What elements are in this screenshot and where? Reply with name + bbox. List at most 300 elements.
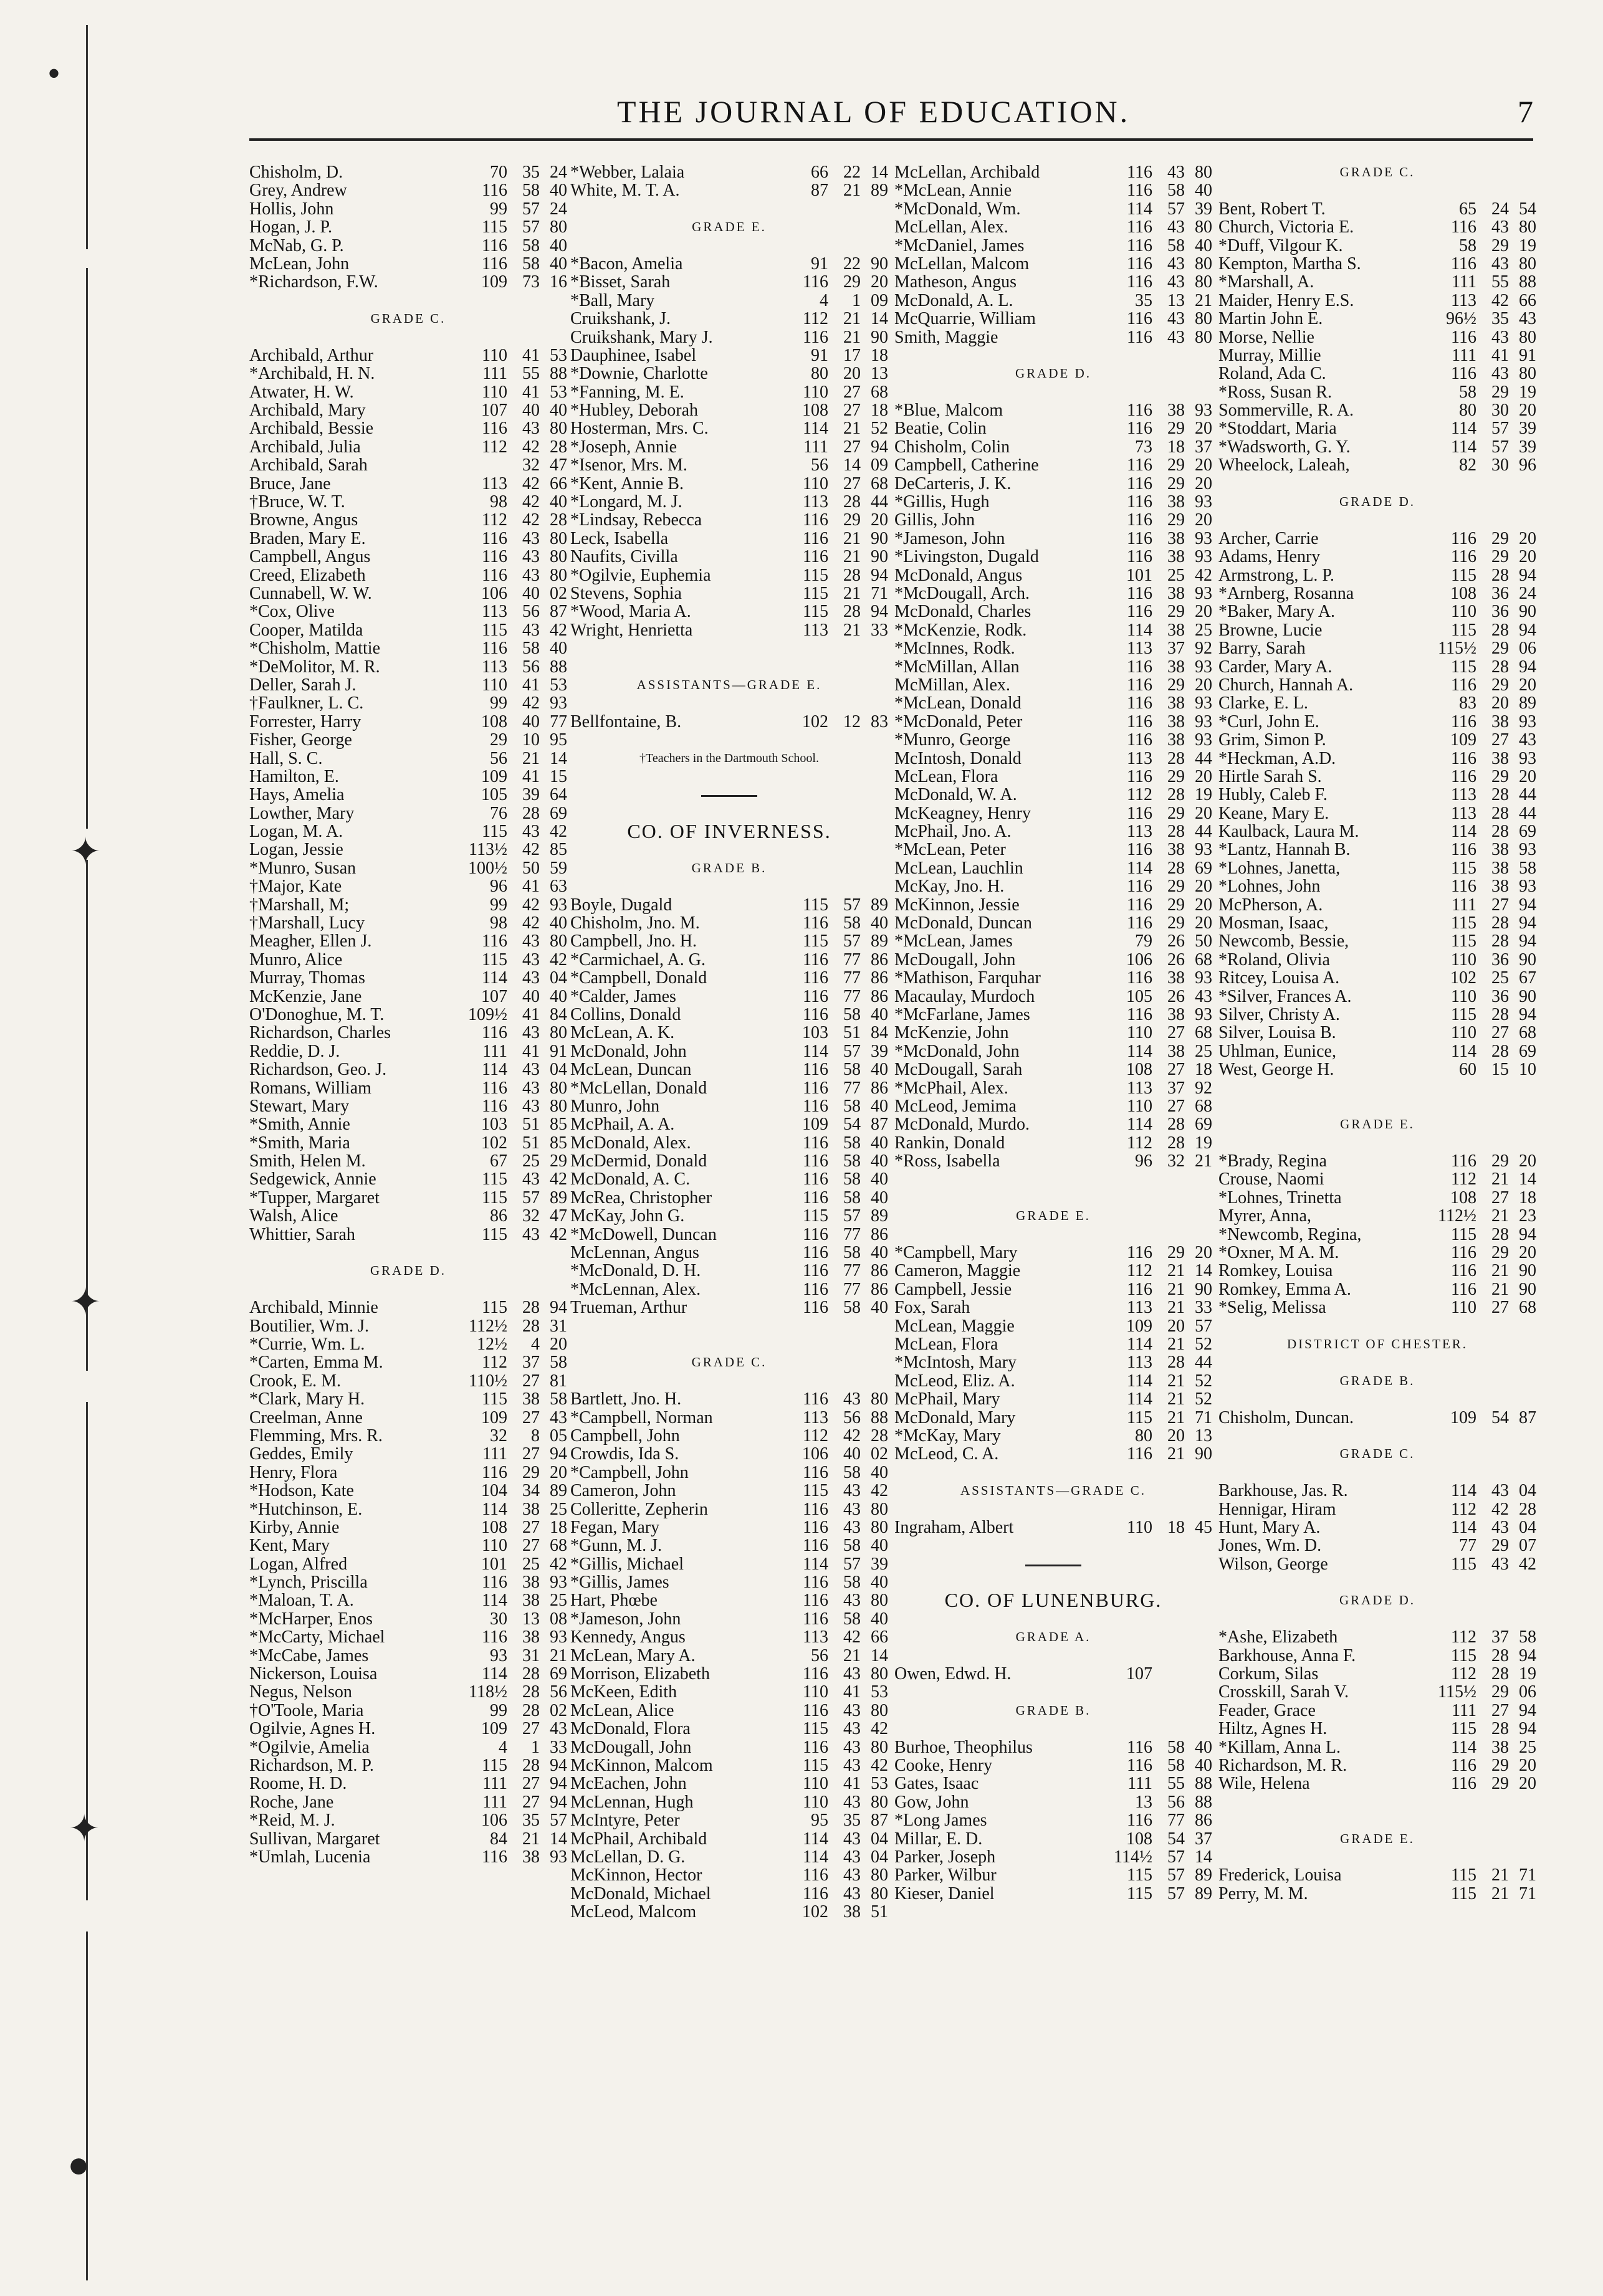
- days-taught: 106: [481, 1811, 507, 1830]
- teacher-row: [249, 932, 567, 950]
- days-taught: 111: [1452, 1701, 1476, 1720]
- grant-dollars: 28: [522, 1683, 540, 1702]
- teacher-name: Myrer, Anna,: [1218, 1207, 1311, 1226]
- days-taught: 112: [803, 310, 828, 328]
- days-taught: 111: [482, 1445, 507, 1464]
- grant-cents: 20: [1195, 511, 1212, 530]
- days-taught: 113: [1451, 804, 1476, 823]
- teacher-name: Bruce, Jane: [249, 474, 331, 493]
- teacher-name: McDonald, A. C.: [570, 1170, 691, 1189]
- grade-heading: GRADE E.: [1016, 1208, 1091, 1224]
- grant-cents: 96: [1519, 456, 1536, 475]
- grant-dollars: 57: [1167, 1847, 1185, 1867]
- teacher-name: Munro, John: [570, 1097, 660, 1116]
- teacher-name: Lowther, Mary: [249, 804, 355, 823]
- grant-dollars: 38: [1167, 1005, 1185, 1024]
- grant-dollars: 1: [531, 1738, 540, 1756]
- teacher-name: *McLean, Annie: [894, 181, 1012, 200]
- grant-cents: 40: [871, 914, 888, 933]
- days-taught: 115: [1451, 621, 1476, 640]
- teacher-row: [249, 1097, 567, 1115]
- grant-cents: 90: [1519, 987, 1536, 1006]
- grant-dollars: 32: [522, 456, 540, 475]
- teacher-name: Archer, Carrie: [1218, 529, 1319, 548]
- grant-cents: 69: [550, 804, 567, 823]
- grant-cents: 87: [871, 1115, 888, 1134]
- teacher-name: *McLean, Donald: [894, 694, 1022, 713]
- grant-dollars: 43: [843, 1665, 861, 1684]
- teacher-name: *Campbell, Norman: [570, 1408, 713, 1427]
- days-taught: 108: [481, 712, 507, 731]
- teacher-row: [1218, 822, 1536, 841]
- teacher-row: [570, 1720, 888, 1738]
- grant-cents: 42: [550, 950, 567, 969]
- grant-dollars: 56: [522, 657, 540, 676]
- spacer: [1218, 1427, 1536, 1445]
- grant-cents: 93: [1195, 401, 1212, 420]
- grant-dollars: 77: [843, 1262, 861, 1280]
- days-taught: 115: [482, 950, 507, 969]
- grade-heading: GRADE C.: [1339, 1446, 1415, 1462]
- grant-cents: 80: [1519, 364, 1536, 383]
- teacher-name: O'Donoghue, M. T.: [249, 1005, 385, 1024]
- teacher-name: Ingraham, Albert: [894, 1518, 1014, 1537]
- teacher-row: [1218, 713, 1536, 731]
- teacher-row: [249, 1226, 567, 1244]
- teacher-name: McMillan, Alex.: [894, 675, 1010, 695]
- spacer: [570, 877, 888, 895]
- grant-dollars: 43: [1491, 218, 1509, 237]
- grant-dollars: 42: [522, 694, 540, 713]
- teacher-name: Archibald, Julia: [249, 437, 361, 457]
- days-taught: 116: [803, 914, 828, 933]
- teacher-name: *Carten, Emma M.: [249, 1353, 383, 1372]
- teacher-name: Murray, Thomas: [249, 969, 365, 988]
- teacher-row: [570, 1573, 888, 1591]
- teacher-row: [249, 1207, 567, 1225]
- teacher-name: *Calder, James: [570, 987, 676, 1006]
- teacher-row: [249, 273, 567, 291]
- teacher-name: McDonald, John: [570, 1042, 687, 1061]
- teacher-name: *McFarlane, James: [894, 1005, 1030, 1024]
- teacher-name: Grey, Andrew: [249, 181, 347, 200]
- days-taught: 73: [1135, 437, 1152, 457]
- grant-dollars: 77: [843, 969, 861, 988]
- teacher-row: [249, 951, 567, 969]
- teacher-name: *Webber, Lalaia: [570, 163, 685, 182]
- grant-dollars: 28: [522, 804, 540, 823]
- grant-dollars: 77: [843, 1280, 861, 1299]
- grant-cents: 43: [1519, 731, 1536, 750]
- teacher-name: *Curl, John E.: [1218, 712, 1319, 731]
- days-taught: 116: [482, 1463, 507, 1482]
- grant-dollars: 13: [522, 1609, 540, 1629]
- teacher-name: Smith, Maggie: [894, 328, 998, 346]
- days-taught: 116: [1127, 1738, 1152, 1756]
- teacher-row: [1218, 530, 1536, 548]
- grant-dollars: 57: [522, 1188, 540, 1208]
- grant-dollars: 58: [1167, 181, 1185, 200]
- days-taught: 112: [482, 1353, 507, 1372]
- spacer: [894, 1610, 1212, 1628]
- teacher-name: McLean, Maggie: [894, 1317, 1015, 1335]
- days-taught: 113: [482, 474, 507, 493]
- grant-cents: 86: [871, 1280, 888, 1299]
- days-taught: 98: [490, 914, 507, 933]
- teacher-name: *Baker, Mary A.: [1218, 603, 1336, 621]
- teacher-name: Boyle, Dugald: [570, 895, 672, 915]
- days-taught: 114: [803, 419, 828, 438]
- teacher-name: Hamilton, E.: [249, 767, 339, 786]
- days-taught: 111: [1452, 895, 1476, 915]
- days-taught: 114½: [1114, 1847, 1152, 1867]
- days-taught: 113: [1451, 786, 1476, 804]
- grant-dollars: 21: [1491, 1866, 1509, 1885]
- teacher-row: [894, 1024, 1212, 1042]
- teacher-name: *Jameson, John: [894, 529, 1005, 548]
- teacher-row: [1218, 1500, 1536, 1518]
- grant-dollars: 28: [522, 1317, 540, 1335]
- days-taught: 116: [803, 328, 828, 346]
- teacher-row: [1218, 1720, 1536, 1738]
- days-taught: 99: [490, 1701, 507, 1720]
- teacher-row: [1218, 951, 1536, 969]
- teacher-row: [570, 475, 888, 493]
- grant-dollars: 43: [522, 529, 540, 548]
- grant-cents: 86: [871, 987, 888, 1006]
- days-taught: 116: [803, 987, 828, 1006]
- teacher-name: Corkum, Silas: [1218, 1665, 1319, 1684]
- teacher-row: [1218, 548, 1536, 566]
- teacher-name: McLean, John: [249, 254, 350, 274]
- grant-cents: 25: [1519, 1738, 1536, 1756]
- teacher-name: McLean, Alice: [570, 1701, 674, 1720]
- grant-dollars: 32: [1167, 1152, 1185, 1171]
- days-taught: 113: [482, 603, 507, 621]
- teacher-row: [570, 364, 888, 383]
- days-taught: 4: [499, 1738, 507, 1756]
- grant-dollars: 38: [522, 1847, 540, 1867]
- grant-cents: 85: [550, 841, 567, 859]
- header-rule: [249, 138, 1533, 141]
- grant-cents: 93: [1195, 548, 1212, 566]
- teacher-name: *Stoddart, Maria: [1218, 419, 1337, 438]
- teacher-row: [570, 1518, 888, 1536]
- grant-dollars: 14: [843, 456, 861, 475]
- teacher-row: [249, 713, 567, 731]
- grant-dollars: 28: [843, 566, 861, 584]
- teacher-name: *Campbell, John: [570, 1463, 689, 1482]
- days-taught: 116: [482, 1097, 507, 1116]
- teacher-name: Crook, E. M.: [249, 1371, 341, 1391]
- grant-cents: 40: [1195, 1756, 1212, 1775]
- days-taught: 102: [802, 1903, 828, 1922]
- grant-cents: 21: [1195, 291, 1212, 310]
- grant-cents: 88: [1195, 1774, 1212, 1793]
- grant-cents: 20: [1195, 1244, 1212, 1262]
- teacher-row: [570, 1774, 888, 1793]
- teacher-row: [249, 511, 567, 529]
- grant-cents: 94: [1519, 932, 1536, 951]
- grant-cents: 14: [871, 163, 888, 182]
- grade-heading: GRADE C.: [1339, 164, 1415, 179]
- teacher-row: [249, 1024, 567, 1042]
- grant-dollars: 21: [1167, 1408, 1185, 1427]
- grant-cents: 40: [550, 401, 567, 420]
- teacher-row: [1218, 1628, 1536, 1646]
- teacher-row: [249, 1335, 567, 1353]
- days-taught: 76: [490, 804, 507, 823]
- teacher-name: Matheson, Angus: [894, 273, 1017, 292]
- grant-dollars: 21: [1491, 1280, 1509, 1299]
- grant-cents: 94: [1519, 657, 1536, 676]
- teacher-row: [894, 1079, 1212, 1097]
- grant-dollars: 38: [1167, 493, 1185, 512]
- grant-dollars: 37: [1167, 1079, 1185, 1097]
- days-taught: 116: [1127, 1445, 1152, 1464]
- teacher-name: *Lohnes, Janetta,: [1218, 859, 1341, 878]
- grant-dollars: 21: [843, 584, 861, 603]
- grant-dollars: 28: [1491, 1042, 1509, 1061]
- grant-cents: 20: [1519, 401, 1536, 420]
- days-taught: 116: [803, 1665, 828, 1684]
- grant-dollars: 41: [1491, 346, 1509, 365]
- grant-dollars: 51: [843, 1024, 861, 1042]
- teacher-name: Collins, Donald: [570, 1005, 681, 1024]
- days-taught: 98: [490, 493, 507, 512]
- grant-dollars: 25: [522, 1555, 540, 1574]
- teacher-row: [1218, 1244, 1536, 1262]
- teacher-name: *DeMolitor, M. R.: [249, 657, 380, 676]
- grant-dollars: 58: [522, 236, 540, 255]
- column-2: [570, 163, 888, 1922]
- grant-dollars: 28: [1491, 657, 1509, 676]
- teacher-name: Logan, M. A.: [249, 822, 343, 841]
- days-taught: 115½: [1438, 639, 1476, 658]
- teacher-row: [894, 768, 1212, 786]
- grant-cents: 88: [550, 364, 567, 383]
- teacher-row: [894, 988, 1212, 1006]
- teacher-row: [249, 1555, 567, 1573]
- days-taught: 116: [1127, 584, 1152, 603]
- grant-dollars: 38: [1491, 712, 1509, 731]
- teacher-name: Chisholm, Colin: [894, 437, 1010, 457]
- grade-heading: GRADE E.: [692, 219, 767, 235]
- teacher-name: Morse, Nellie: [1218, 328, 1314, 346]
- grant-dollars: 18: [1167, 1518, 1185, 1537]
- teacher-name: McLean, Flora: [894, 1335, 998, 1354]
- grant-dollars: 50: [522, 859, 540, 878]
- days-taught: 114: [482, 1500, 507, 1518]
- teacher-row: [570, 713, 888, 731]
- grant-dollars: 18: [1167, 437, 1185, 457]
- teacher-name: Henry, Flora: [249, 1463, 338, 1482]
- grant-dollars: 54: [1491, 1408, 1509, 1427]
- grant-dollars: 29: [1491, 1774, 1509, 1793]
- days-taught: 112: [1451, 1628, 1476, 1647]
- days-taught: 58: [1459, 236, 1476, 255]
- teacher-row: [249, 200, 567, 218]
- teacher-row: [894, 1390, 1212, 1408]
- grant-cents: 43: [550, 1408, 567, 1427]
- grant-cents: 40: [871, 1133, 888, 1153]
- teacher-name: Logan, Alfred: [249, 1555, 348, 1574]
- days-taught: 116: [803, 1133, 828, 1153]
- days-taught: 109: [481, 1408, 507, 1427]
- grant-cents: 80: [1519, 218, 1536, 237]
- grant-cents: 40: [871, 1005, 888, 1024]
- teacher-name: McPherson, A.: [1218, 895, 1323, 915]
- teacher-name: *McDonald, Peter: [894, 712, 1023, 731]
- teacher-row: [570, 1115, 888, 1133]
- teacher-row: [570, 1591, 888, 1609]
- teacher-name: McLellan, Alex.: [894, 218, 1008, 237]
- grant-cents: 33: [1195, 1298, 1212, 1317]
- grant-cents: 20: [1519, 1756, 1536, 1775]
- grant-cents: 68: [1195, 1097, 1212, 1116]
- teacher-row: [1218, 786, 1536, 804]
- spacer: [1218, 1353, 1536, 1371]
- grant-cents: 80: [1195, 218, 1212, 237]
- grant-cents: 08: [550, 1609, 567, 1629]
- teacher-row: [1218, 255, 1536, 273]
- grant-dollars: 58: [843, 1060, 861, 1079]
- teacher-name: *Downie, Charlotte: [570, 364, 708, 383]
- days-taught: 29: [490, 731, 507, 750]
- teacher-name: Gates, Isaac: [894, 1774, 979, 1793]
- grant-dollars: 26: [1167, 950, 1185, 969]
- grant-cents: 18: [871, 401, 888, 420]
- grant-dollars: 38: [1167, 731, 1185, 750]
- grant-cents: 93: [1195, 969, 1212, 988]
- grant-cents: 94: [871, 603, 888, 621]
- days-taught: 114: [803, 1847, 828, 1867]
- grant-dollars: 28: [1167, 1115, 1185, 1134]
- teacher-row: [570, 1280, 888, 1298]
- grant-dollars: 55: [1491, 273, 1509, 292]
- days-taught: 83: [1459, 694, 1476, 713]
- days-taught: 116: [482, 1628, 507, 1647]
- teacher-name: McLennan, Angus: [570, 1244, 699, 1262]
- teacher-row: [894, 493, 1212, 511]
- teacher-name: *Ross, Susan R.: [1218, 383, 1333, 402]
- grant-cents: 40: [550, 987, 567, 1006]
- grant-cents: 90: [1519, 1280, 1536, 1299]
- teacher-name: Crouse, Naomi: [1218, 1170, 1324, 1189]
- days-taught: 114: [803, 1555, 828, 1574]
- teacher-row: [1218, 804, 1536, 822]
- grant-dollars: 30: [1491, 456, 1509, 475]
- teacher-name: *McLean, James: [894, 932, 1013, 951]
- grant-cents: 31: [550, 1317, 567, 1335]
- grant-cents: 80: [871, 1518, 888, 1537]
- teacher-row: [249, 364, 567, 383]
- teacher-name: Rankin, Donald: [894, 1133, 1005, 1153]
- teacher-row: [894, 530, 1212, 548]
- spacer: [249, 1280, 567, 1298]
- teacher-row: [894, 713, 1212, 731]
- teacher-row: [894, 1372, 1212, 1390]
- teacher-row: [249, 1665, 567, 1683]
- teacher-name: Sedgewick, Annie: [249, 1170, 376, 1189]
- days-taught: 113: [482, 657, 507, 676]
- teacher-name: Cameron, Maggie: [894, 1262, 1021, 1280]
- days-taught: 114: [482, 1060, 507, 1079]
- grant-dollars: 38: [1167, 657, 1185, 676]
- grant-cents: 69: [1519, 822, 1536, 841]
- grant-dollars: 29: [1167, 675, 1185, 695]
- teacher-name: McKay, John G.: [570, 1207, 685, 1226]
- teacher-name: *Campbell, Donald: [570, 969, 707, 988]
- teacher-row: [1218, 273, 1536, 291]
- days-taught: 116: [482, 1024, 507, 1042]
- days-taught: 116: [482, 529, 507, 548]
- grant-dollars: 28: [1491, 1005, 1509, 1024]
- grant-dollars: 43: [843, 1738, 861, 1756]
- grant-cents: 21: [550, 1646, 567, 1665]
- grant-cents: 80: [871, 1866, 888, 1885]
- spacer: [1218, 181, 1536, 199]
- teacher-row: [1218, 1647, 1536, 1665]
- days-taught: 93: [490, 1646, 507, 1665]
- grant-dollars: 57: [1491, 419, 1509, 438]
- days-taught: 106: [802, 1445, 828, 1464]
- teacher-row: [249, 969, 567, 987]
- grant-dollars: 77: [843, 950, 861, 969]
- grant-dollars: 43: [1167, 273, 1185, 292]
- days-taught: 116: [803, 273, 828, 292]
- spacer: [570, 237, 888, 255]
- grade-heading: ASSISTANTS—GRADE E.: [636, 677, 822, 692]
- teacher-row: [249, 1647, 567, 1665]
- grant-dollars: 30: [1491, 401, 1509, 420]
- grant-cents: 91: [550, 1042, 567, 1061]
- days-taught: 107: [481, 987, 507, 1006]
- days-taught: 104: [481, 1482, 507, 1500]
- teacher-row: [1218, 1536, 1536, 1555]
- grant-cents: 88: [1519, 273, 1536, 292]
- teacher-name: McKenzie, Jane: [249, 987, 362, 1006]
- days-taught: 99: [490, 694, 507, 713]
- grant-cents: 40: [871, 1170, 888, 1189]
- teacher-row: [249, 218, 567, 236]
- teacher-name: *Wood, Maria A.: [570, 603, 691, 621]
- bullet-mark-icon: •: [47, 53, 61, 94]
- teacher-row: [249, 1500, 567, 1518]
- teacher-row: [894, 584, 1212, 603]
- grant-dollars: 28: [1167, 1133, 1185, 1153]
- teacher-name: Roche, Jane: [249, 1793, 334, 1812]
- grant-dollars: 58: [522, 181, 540, 200]
- days-taught: 115½: [1438, 1683, 1476, 1702]
- teacher-row: [249, 1409, 567, 1427]
- teacher-name: *Reid, M. J.: [249, 1811, 335, 1830]
- grant-cents: 80: [550, 932, 567, 951]
- teacher-row: [249, 584, 567, 603]
- teacher-name: McLeod, Malcom: [570, 1903, 697, 1922]
- days-taught: 116: [1127, 969, 1152, 988]
- teacher-name: Murray, Millie: [1218, 346, 1321, 365]
- grant-dollars: 57: [522, 199, 540, 219]
- grant-cents: 42: [550, 1555, 567, 1574]
- grant-dollars: 21: [843, 310, 861, 328]
- grant-cents: 68: [871, 474, 888, 493]
- grant-cents: 93: [1519, 841, 1536, 859]
- grant-dollars: 27: [843, 437, 861, 457]
- teacher-row: [570, 603, 888, 621]
- grant-dollars: 58: [843, 1097, 861, 1116]
- grant-cents: 53: [871, 1774, 888, 1793]
